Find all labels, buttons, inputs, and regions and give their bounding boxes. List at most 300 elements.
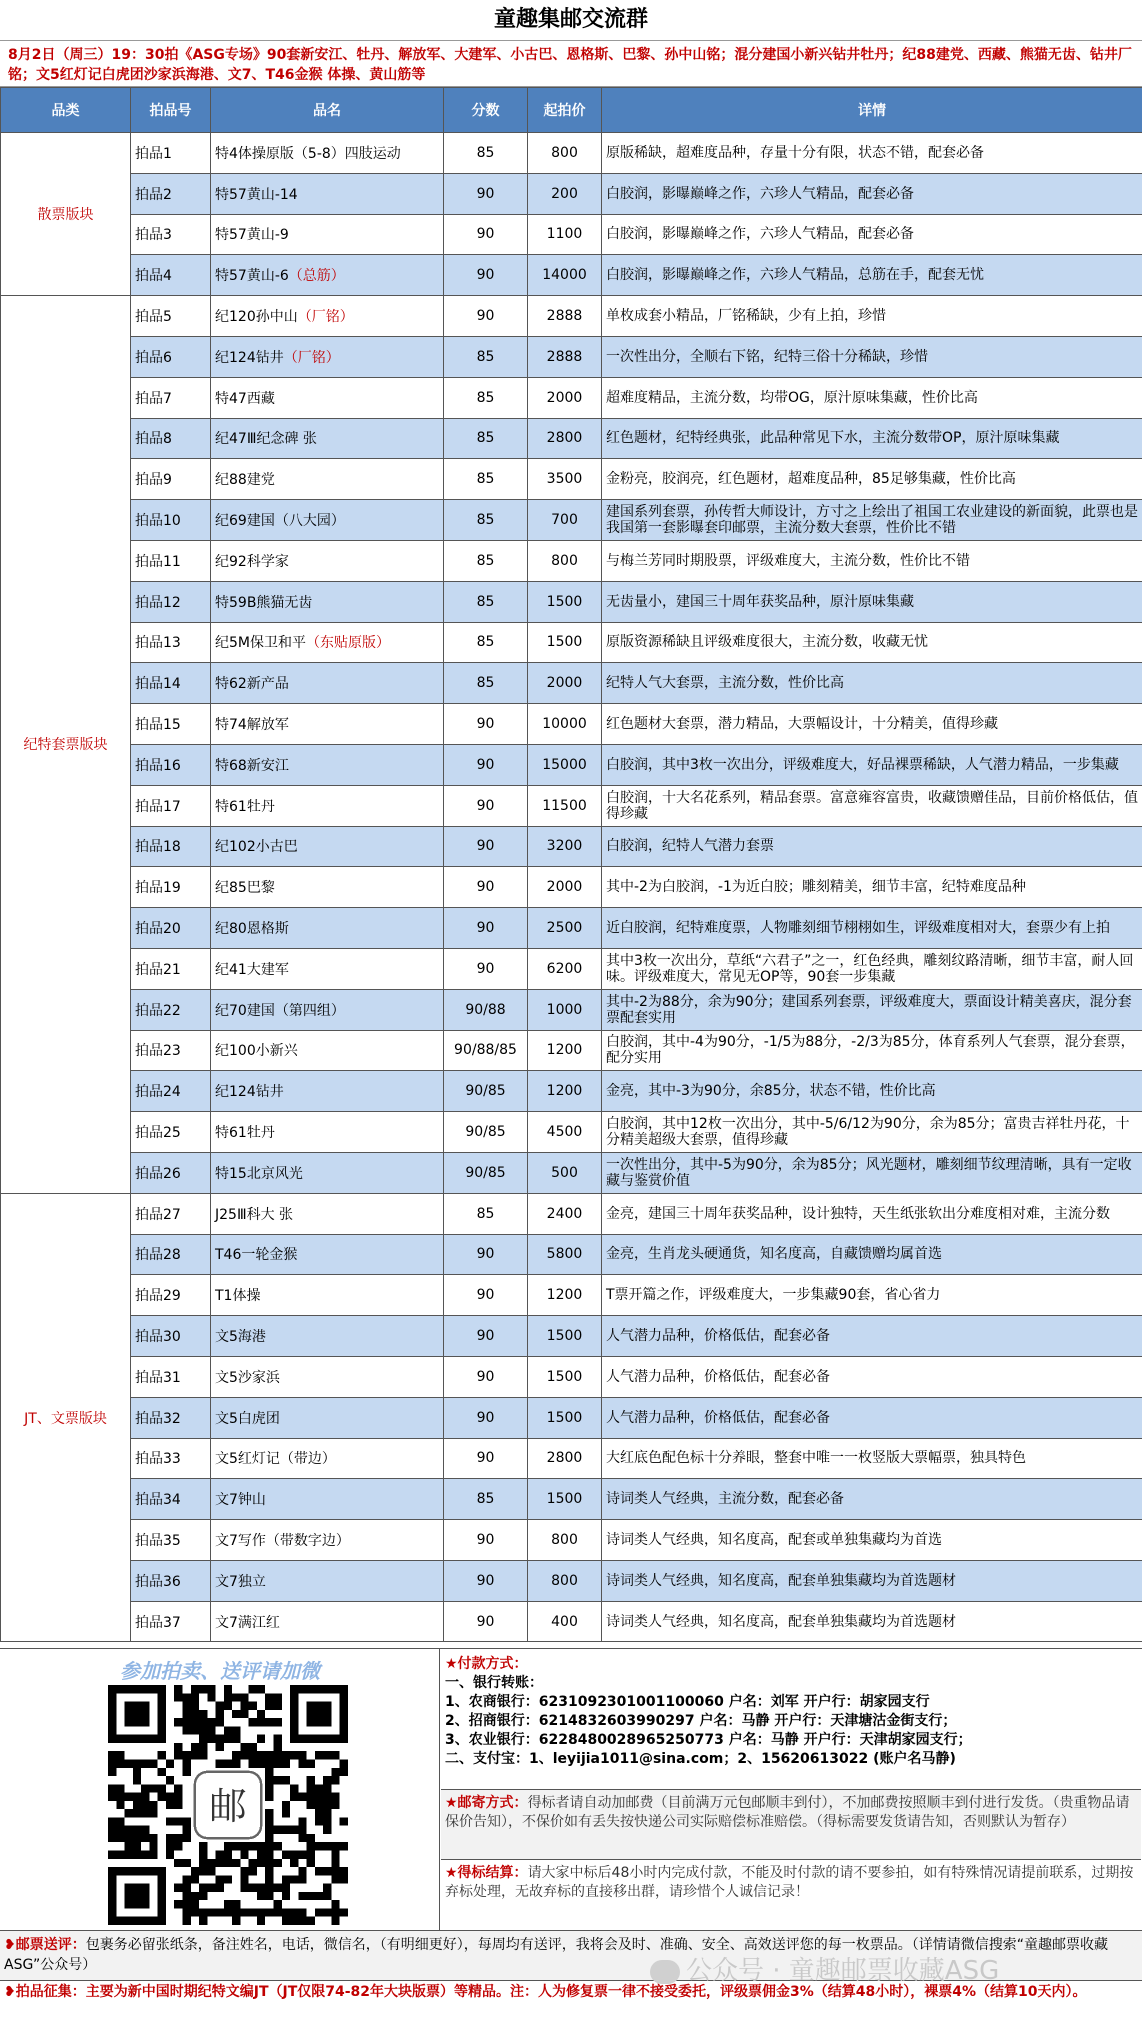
lot-score: 90 (444, 1275, 528, 1316)
header-lot: 拍品号 (131, 88, 211, 133)
lot-name (211, 1438, 444, 1479)
qr-code[interactable] (108, 1685, 348, 1925)
lot-detail: 近白胶润，纪特难度票，人物雕刻细节栩栩如生，评级难度相对大，套票少有上拍 (602, 908, 1142, 949)
lot-name (211, 1479, 444, 1520)
lot-score: 90 (444, 867, 528, 908)
lot-number: 拍品21 (131, 948, 211, 989)
lot-detail: 单枚成套小精品，厂铭稀缺，少有上拍，珍惜 (602, 296, 1142, 337)
lot-number: 拍品3 (131, 214, 211, 255)
lot-name-text: 纪88建党 (215, 472, 275, 489)
lot-name-text: 文7满江红 (215, 1614, 280, 1631)
page-title: 童趣集邮交流群 (0, 0, 1142, 41)
table-header-row (1, 88, 1142, 133)
table-row (1, 1520, 1142, 1561)
table-row (1, 1275, 1142, 1316)
lot-price: 800 (528, 133, 602, 174)
table-row (1, 336, 1142, 377)
lot-number: 拍品2 (131, 173, 211, 214)
lot-detail: 建国系列套票，孙传哲大师设计，方寸之上绘出了祖国工农业建设的新面貌，此票也是我国第一套影曝套印邮票，主流分数大套票，性价比不错 (602, 500, 1142, 541)
lot-name (211, 1316, 444, 1357)
lot-price: 1500 (528, 581, 602, 622)
payment-methods (441, 1649, 1141, 1790)
lot-name-text: 纪70建国（第四组） (215, 1002, 345, 1019)
lot-name-text: 特15北京风光 (215, 1165, 303, 1182)
lot-score: 90 (444, 1560, 528, 1601)
lot-score: 90/85 (444, 1112, 528, 1153)
lot-name (211, 133, 444, 174)
lot-name (211, 1356, 444, 1397)
lot-name (211, 459, 444, 500)
table-row (1, 1397, 1142, 1438)
lot-number: 拍品27 (131, 1193, 211, 1234)
lot-detail: 白胶润，纪特人气潜力套票 (602, 826, 1142, 867)
lot-number: 拍品1 (131, 133, 211, 174)
category-cell: 散票版块 (1, 133, 131, 296)
lot-number: 拍品25 (131, 1112, 211, 1153)
lot-name-text: 特59B熊猫无齿 (215, 594, 313, 611)
header-detail: 详情 (602, 88, 1142, 133)
footer-appraisal-label: ❥邮票送评： (4, 1937, 86, 1953)
lot-price: 1200 (528, 1030, 602, 1071)
lot-number: 拍品24 (131, 1071, 211, 1112)
qr-box (0, 1649, 440, 1930)
lot-name-text: T46一轮金猴 (215, 1247, 298, 1264)
lot-score: 90 (444, 1316, 528, 1357)
lot-name-text: 纪5M保卫和平 (215, 635, 306, 652)
footer-collection: ❥拍品征集：主要为新中国时期纪特文编JT（JT仅限74-82年大块版票）等精品。注：人为修复票一律不接受委托，评级票佣金3%（结算48小时），裸票4%（结算10天内）。 (4, 1984, 1087, 2000)
table-row (1, 826, 1142, 867)
lot-detail: 无齿量小，建国三十周年获奖品种，原汁原味集藏 (602, 581, 1142, 622)
lot-name-text: 纪92科学家 (215, 553, 289, 570)
shipping-info (441, 1790, 1141, 1860)
lot-detail: 其中3枚一次出分，草纸“六君子”之一，红色经典，雕刻纹路清晰，细节丰富，耐人回味。评级难度大，常见无OP等，90套一步集藏 (602, 948, 1142, 989)
table-row (1, 459, 1142, 500)
lot-score: 90/88 (444, 989, 528, 1030)
lot-number: 拍品14 (131, 663, 211, 704)
lot-name (211, 1152, 444, 1193)
qr-logo-text: 邮 (209, 1784, 247, 1829)
lot-score: 85 (444, 336, 528, 377)
lot-price: 5800 (528, 1234, 602, 1275)
lot-detail: 金亮，生肖龙头硬通货，知名度高，自藏馈赠均属首选 (602, 1234, 1142, 1275)
lot-price: 14000 (528, 255, 602, 296)
lot-detail: 白胶润，影曝巅峰之作，六珍人气精品，配套必备 (602, 214, 1142, 255)
table-row (1, 173, 1142, 214)
lot-name (211, 908, 444, 949)
lot-price: 2800 (528, 418, 602, 459)
lot-number: 拍品33 (131, 1438, 211, 1479)
table-row (1, 500, 1142, 541)
table-body (1, 133, 1142, 1642)
lot-detail: 红色题材大套票，潜力精品，大票幅设计，十分精美，值得珍藏 (602, 704, 1142, 745)
header-name: 品名 (211, 88, 444, 133)
lot-detail: 原版资源稀缺且评级难度很大，主流分数，收藏无忧 (602, 622, 1142, 663)
shipping-text: 得标者请自动加邮费（目前满万元包邮顺丰到付），不加邮费按照顺丰到付进行发货。（贵重物品请保价告知），不保价如有丢失按快递公司实际赔偿标准赔偿。（得标需要发货请告知，否则默认为暂存） (445, 1795, 1130, 1830)
lot-score: 90 (444, 826, 528, 867)
lot-number: 拍品12 (131, 581, 211, 622)
lot-detail: 一次性出分，全顺右下铭，纪特三俗十分稀缺，珍惜 (602, 336, 1142, 377)
lot-name-text: 纪102小古巴 (215, 839, 298, 856)
lot-score: 85 (444, 418, 528, 459)
lot-score: 85 (444, 500, 528, 541)
lot-name-note: （东贴原版） (306, 635, 390, 652)
lot-score: 90 (444, 255, 528, 296)
lot-name-text: T1体操 (215, 1288, 261, 1305)
lot-number: 拍品11 (131, 540, 211, 581)
lot-detail: 与梅兰芳同时期股票，评级难度大，主流分数，性价比不错 (602, 540, 1142, 581)
lot-score: 85 (444, 133, 528, 174)
bank-1: 1、农商银行：6231092301001100060 户名：刘军 开户行：胡家园支行 (445, 1694, 930, 1710)
lot-score: 90 (444, 1438, 528, 1479)
lot-name (211, 336, 444, 377)
table-row (1, 1479, 1142, 1520)
lot-score: 90 (444, 1234, 528, 1275)
lot-detail: 人气潜力品种，价格低估，配套必备 (602, 1397, 1142, 1438)
table-row (1, 1316, 1142, 1357)
lot-detail: 人气潜力品种，价格低估，配套必备 (602, 1316, 1142, 1357)
lot-detail: 白胶润，影曝巅峰之作，六珍人气精品，配套必备 (602, 173, 1142, 214)
lot-price: 2888 (528, 296, 602, 337)
lot-name (211, 663, 444, 704)
lot-name-text: 纪69建国（八大园） (215, 513, 345, 530)
lot-name-text: 文7写作（带数字边） (215, 1532, 350, 1549)
lot-number: 拍品9 (131, 459, 211, 500)
lot-name-note: （厂铭） (283, 349, 340, 366)
lot-detail: 金亮，建国三十周年获奖品种，设计独特，天生纸张软出分难度相对难，主流分数 (602, 1193, 1142, 1234)
lot-score: 90/88/85 (444, 1030, 528, 1071)
lot-name-text: 特47西藏 (215, 390, 275, 407)
lot-score: 85 (444, 581, 528, 622)
lot-name (211, 1275, 444, 1316)
lot-name (211, 744, 444, 785)
lot-detail: 白胶润，其中-4为90分，-1/5为88分，-2/3为85分，体育系列人气套票，混分套票，配分实用 (602, 1030, 1142, 1071)
lot-price: 200 (528, 173, 602, 214)
lot-name-note: （总筋） (288, 268, 345, 285)
lot-name (211, 1193, 444, 1234)
lot-price: 2500 (528, 908, 602, 949)
lot-name (211, 1112, 444, 1153)
lot-number: 拍品5 (131, 296, 211, 337)
lot-name (211, 826, 444, 867)
lot-number: 拍品8 (131, 418, 211, 459)
table-row (1, 867, 1142, 908)
table-row (1, 1601, 1142, 1642)
lot-detail: 原版稀缺，超难度品种，存量十分有限，状态不错，配套必备 (602, 133, 1142, 174)
lot-name (211, 540, 444, 581)
lot-name-text: 文5海港 (215, 1329, 266, 1345)
lot-price: 500 (528, 1152, 602, 1193)
payment-label: ★付款方式： (445, 1656, 528, 1672)
lot-price: 1500 (528, 1397, 602, 1438)
lot-number: 拍品10 (131, 500, 211, 541)
lot-number: 拍品36 (131, 1560, 211, 1601)
lot-number: 拍品26 (131, 1152, 211, 1193)
lot-number: 拍品4 (131, 255, 211, 296)
auction-intro: 8月2日（周三）19：30拍《ASG专场》90套新安江、牡丹、解放军、大建军、小古巴、恩格斯、巴黎、孙中山铭；混分建国小新兴钻井牡丹；纪88建党、西藏、熊猫无齿、钻井厂铭；文5红灯记白虎团沙家浜海港、文7、T46金猴 体操、黄山筋等 (0, 41, 1142, 87)
lot-score: 85 (444, 1479, 528, 1520)
lot-score: 85 (444, 1193, 528, 1234)
header-category: 品类 (1, 88, 131, 133)
table-row (1, 989, 1142, 1030)
table-row (1, 1234, 1142, 1275)
lot-number: 拍品18 (131, 826, 211, 867)
lot-detail: 金粉亮，胶润亮，红色题材，超难度品种，85足够集藏，性价比高 (602, 459, 1142, 500)
lot-name-text: 文7独立 (215, 1573, 266, 1590)
lot-price: 1500 (528, 622, 602, 663)
lot-name-text: 特57黄山-14 (215, 186, 298, 203)
category-cell: 纪特套票版块 (1, 296, 131, 1194)
bank-2: 2、招商银行：6214832603990297 户名：马静 开户行：天津塘沽金街支行； (445, 1713, 957, 1729)
table-row (1, 1560, 1142, 1601)
lot-name (211, 500, 444, 541)
lot-price: 1500 (528, 1479, 602, 1520)
lot-name-text: 特57黄山-6 (215, 268, 289, 285)
lot-number: 拍品34 (131, 1479, 211, 1520)
alipay: 二、支付宝：1、leyijia1011@sina.com；2、15620613022 (账户名马静) (445, 1751, 956, 1767)
lot-name (211, 1520, 444, 1561)
lot-name-text: 纪100小新兴 (215, 1043, 298, 1060)
lot-number: 拍品22 (131, 989, 211, 1030)
lot-detail: 白胶润，十大名花系列，精品套票。富意雍容富贵，收藏馈赠佳品，目前价格低估，值得珍藏 (602, 785, 1142, 826)
lot-detail: 诗词类人气经典，知名度高，配套或单独集藏均为首选 (602, 1520, 1142, 1561)
lot-score: 90 (444, 214, 528, 255)
lot-detail: 纪特人气大套票，主流分数，性价比高 (602, 663, 1142, 704)
table-row (1, 581, 1142, 622)
lot-price: 1200 (528, 1275, 602, 1316)
lot-name-text: 特57黄山-9 (215, 227, 289, 244)
lot-price: 4500 (528, 1112, 602, 1153)
table-row (1, 1071, 1142, 1112)
table-row (1, 1356, 1142, 1397)
lot-score: 85 (444, 622, 528, 663)
table-row (1, 214, 1142, 255)
lot-name (211, 173, 444, 214)
qr-caption: 参加拍卖、送评请加微 (120, 1659, 320, 1683)
lot-name-text: 文7钟山 (215, 1492, 266, 1509)
lot-detail: 金亮，其中-3为90分，余85分，状态不错，性价比高 (602, 1071, 1142, 1112)
lot-score: 85 (444, 377, 528, 418)
table-row (1, 255, 1142, 296)
lot-detail: 诗词类人气经典，知名度高，配套单独集藏均为首选题材 (602, 1601, 1142, 1642)
lot-number: 拍品13 (131, 622, 211, 663)
lot-price: 700 (528, 500, 602, 541)
lot-number: 拍品28 (131, 1234, 211, 1275)
lot-price: 1500 (528, 1356, 602, 1397)
lot-detail: 红色题材，纪特经典张，此品种常见下水，主流分数带OP，原汁原味集藏 (602, 418, 1142, 459)
lot-price: 6200 (528, 948, 602, 989)
lot-price: 800 (528, 1560, 602, 1601)
lot-price: 2888 (528, 336, 602, 377)
footer-appraisal-text: 包裹务必留张纸条，备注姓名，电话，微信名，（有明细更好），每周均有送评，我将会及时、准确、安全、高效送评您的每一枚票品。（详情请微信搜索“童趣邮票收藏ASG”公众号） (4, 1937, 1108, 1973)
lot-name (211, 785, 444, 826)
lot-price: 2000 (528, 867, 602, 908)
lot-detail: 大红底色配色标十分养眼，整套中唯一一枚竖版大票幅票，独具特色 (602, 1438, 1142, 1479)
lot-name-text: 文5白虎团 (215, 1410, 280, 1427)
lot-name (211, 622, 444, 663)
lot-name (211, 867, 444, 908)
lot-score: 85 (444, 663, 528, 704)
table-row (1, 418, 1142, 459)
lot-score: 90/85 (444, 1152, 528, 1193)
lot-number: 拍品29 (131, 1275, 211, 1316)
table-row (1, 1030, 1142, 1071)
lot-name-text: 特74解放军 (215, 717, 289, 734)
lot-score: 90/85 (444, 1071, 528, 1112)
lot-name (211, 296, 444, 337)
lot-detail: 超难度精品，主流分数，均带OG，原汁原味集藏，性价比高 (602, 377, 1142, 418)
lot-name-text: 纪80恩格斯 (215, 921, 289, 938)
lot-number: 拍品23 (131, 1030, 211, 1071)
header-price: 起拍价 (528, 88, 602, 133)
lot-number: 拍品19 (131, 867, 211, 908)
settlement-text: 请大家中标后48小时内完成付款，不能及时付款的请不要参拍，如有特殊情况请提前联系，过期按弃标处理，无故弃标的直接移出群，请珍惜个人诚信记录！ (445, 1865, 1134, 1900)
lot-price: 2400 (528, 1193, 602, 1234)
table-row (1, 133, 1142, 174)
lot-price: 15000 (528, 744, 602, 785)
lot-price: 1500 (528, 1316, 602, 1357)
settlement-label: ★得标结算： (445, 1865, 528, 1881)
lot-name-text: 纪41大建军 (215, 961, 289, 978)
shipping-label: ★邮寄方式： (445, 1795, 528, 1811)
table-row (1, 948, 1142, 989)
lot-score: 90 (444, 908, 528, 949)
lot-name (211, 1071, 444, 1112)
lot-name (211, 418, 444, 459)
lot-detail: 白胶润，其中3枚一次出分，评级难度大，好品裸票稀缺，人气潜力精品，一步集藏 (602, 744, 1142, 785)
lot-score: 90 (444, 1356, 528, 1397)
table-row (1, 663, 1142, 704)
lot-number: 拍品17 (131, 785, 211, 826)
lot-name (211, 989, 444, 1030)
info-section (0, 1648, 1142, 1931)
table-row (1, 744, 1142, 785)
bank-3: 3、农业银行：6228480028965250773 户名：马静 开户行：天津胡家园支行； (445, 1732, 972, 1748)
header-score: 分数 (444, 88, 528, 133)
lot-number: 拍品37 (131, 1601, 211, 1642)
watermark-text: 公众号 · 童趣邮票收藏ASG (686, 1956, 1000, 1986)
lot-number: 拍品16 (131, 744, 211, 785)
table-row (1, 785, 1142, 826)
lot-name-text: 特61牡丹 (215, 798, 275, 815)
lot-name (211, 1234, 444, 1275)
settlement-info (441, 1860, 1141, 1930)
lot-detail: 诗词类人气经典，主流分数，配套必备 (602, 1479, 1142, 1520)
lot-price: 2000 (528, 377, 602, 418)
lot-score: 90 (444, 744, 528, 785)
table-row (1, 908, 1142, 949)
lot-detail: 白胶润，其中12枚一次出分，其中-5/6/12为90分，余为85分；富贵吉祥牡丹花，十分精美超级大套票，值得珍藏 (602, 1112, 1142, 1153)
lot-number: 拍品31 (131, 1356, 211, 1397)
lot-price: 2000 (528, 663, 602, 704)
lot-name (211, 581, 444, 622)
lot-name (211, 255, 444, 296)
lot-price: 11500 (528, 785, 602, 826)
lot-name (211, 377, 444, 418)
lot-number: 拍品30 (131, 1316, 211, 1357)
table-row (1, 540, 1142, 581)
lot-name-text: 特61牡丹 (215, 1125, 275, 1142)
watermark (650, 1950, 999, 1987)
lot-detail: 诗词类人气经典，知名度高，配套单独集藏均为首选题材 (602, 1560, 1142, 1601)
table-row (1, 377, 1142, 418)
lot-name-text: 纪85巴黎 (215, 880, 275, 897)
lot-name-text: 特4体操原版（5-8）四肢运动 (215, 145, 401, 162)
lot-detail: 白胶润，影曝巅峰之作，六珍人气精品，总筋在手，配套无忧 (602, 255, 1142, 296)
auction-table (0, 87, 1142, 1642)
bank-title: 一、银行转账： (445, 1675, 543, 1691)
lot-score: 85 (444, 540, 528, 581)
lot-score: 85 (444, 459, 528, 500)
lot-score: 90 (444, 1397, 528, 1438)
lot-name-text: 特62新产品 (215, 676, 289, 693)
payment-info (441, 1649, 1141, 1930)
lot-price: 1200 (528, 1071, 602, 1112)
lot-detail: 其中-2为88分，余为90分；建国系列套票，评级难度大，票面设计精美喜庆，混分套票配套实用 (602, 989, 1142, 1030)
lot-number: 拍品7 (131, 377, 211, 418)
table-row (1, 296, 1142, 337)
table-row (1, 1152, 1142, 1193)
lot-score: 90 (444, 1601, 528, 1642)
lot-name-text: 纪47Ⅲ纪念碑 张 (215, 431, 317, 448)
lot-score: 90 (444, 785, 528, 826)
lot-score: 90 (444, 1520, 528, 1561)
lot-name (211, 1560, 444, 1601)
lot-number: 拍品32 (131, 1397, 211, 1438)
lot-name (211, 1030, 444, 1071)
table-row (1, 622, 1142, 663)
lot-number: 拍品6 (131, 336, 211, 377)
lot-score: 90 (444, 948, 528, 989)
lot-price: 800 (528, 540, 602, 581)
lot-detail: 其中-2为白胶润，-1为近白胶；雕刻精美，细节丰富，纪特难度品种 (602, 867, 1142, 908)
wechat-icon (650, 1960, 680, 1984)
category-cell: JT、文票版块 (1, 1193, 131, 1642)
lot-detail: T票开篇之作，评级难度大，一步集藏90套，省心省力 (602, 1275, 1142, 1316)
lot-price: 1100 (528, 214, 602, 255)
lot-detail: 人气潜力品种，价格低估，配套必备 (602, 1356, 1142, 1397)
lot-number: 拍品35 (131, 1520, 211, 1561)
lot-name-text: 纪124钻井 (215, 349, 284, 366)
lot-number: 拍品15 (131, 704, 211, 745)
lot-price: 10000 (528, 704, 602, 745)
lot-name-text: 纪120孙中山 (215, 309, 298, 326)
lot-name-text: 文5沙家浜 (215, 1369, 280, 1386)
table-row (1, 1438, 1142, 1479)
lot-price: 3500 (528, 459, 602, 500)
lot-name (211, 704, 444, 745)
lot-price: 400 (528, 1601, 602, 1642)
lot-name-text: 特68新安江 (215, 757, 289, 774)
lot-number: 拍品20 (131, 908, 211, 949)
lot-detail: 一次性出分，其中-5为90分，余为85分；风光题材，雕刻细节纹理清晰，具有一定收藏与鉴赏价值 (602, 1152, 1142, 1193)
lot-price: 1000 (528, 989, 602, 1030)
lot-name-text: 文5红灯记（带边） (215, 1451, 336, 1468)
table-row (1, 704, 1142, 745)
lot-name-text: J25Ⅲ科大 张 (215, 1206, 294, 1223)
lot-score: 90 (444, 704, 528, 745)
lot-score: 90 (444, 296, 528, 337)
lot-name (211, 948, 444, 989)
lot-score: 90 (444, 173, 528, 214)
lot-price: 3200 (528, 826, 602, 867)
lot-name-text: 纪124钻井 (215, 1084, 284, 1101)
lot-name (211, 214, 444, 255)
table-row (1, 1112, 1142, 1153)
lot-price: 800 (528, 1520, 602, 1561)
lot-name (211, 1601, 444, 1642)
lot-price: 2800 (528, 1438, 602, 1479)
lot-name (211, 1397, 444, 1438)
